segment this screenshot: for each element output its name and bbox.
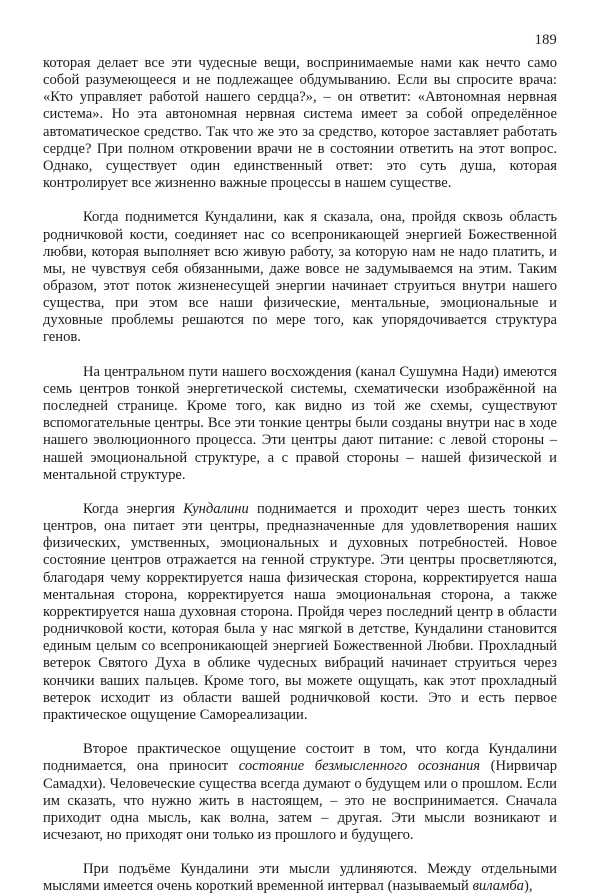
paragraph — [43, 55, 557, 192]
emphasized-term: Кундалини — [183, 501, 249, 518]
paragraph — [43, 209, 557, 346]
text-run: поднимается и проходит через шесть тонких центров, она питает эти центры, предназначенные для удовлетворения наших физических, умственных, эмоциональных и духовных потребностей. Новое состояние центров отражается на генной структуре. Эти центры просветляются, благодаря чему корректируется наша физическая сторона, корректируется наша ментальная сторона, корректируется наша эмоциональная сторона, а также корректируется наша духовная сторона. Пройдя через последний центр в области родничковой кости, которая была у нас мягкой в детстве, Кундалини становится единым целым со всепроникающей энергией Божественной Любви. Прохладный ветерок Святого Духа в облике чудесных вибраций начинает струиться через кончики ваших пальцев. Кроме того, вы можете ощущать, как этот прохладный ветерок исходит из области вашей родничковой кости. Это и есть первое практическое ощущение Самореализации. — [43, 501, 557, 723]
text-run: Когда поднимется Кундалини, как я сказала, она, пройдя сквозь область родничковой кости, соединяет нас со всепроникающей энергией Божественной любви, которая выполняет всю живую работу, за которую нам не надо платить, и мы, не чувствуя себя обязанными, даже вовсе не задумываемся на этим. Таким образом, этот поток жизненесущей энергии начинает струиться внутри нашего существа, при этом все наши физические, ментальные, эмоциональные и духовные проблемы решаются по мере того, как упорядочивается структура генов. — [43, 209, 557, 346]
emphasized-term: виламба — [472, 878, 524, 895]
page-body-text — [43, 55, 557, 896]
text-run: которая делает все эти чудесные вещи, воспринимаемые нами как нечто само собой разумеющееся и не подлежащее обдумыванию. Если вы спросите врача: «Кто управляет работой нашего сердца?», – он ответит: «Автономная нервная система». Но эта автономная нервная система имеет за собой определённое автоматическое средство. Так что же это за средство, которое заставляет работать сердце? При полном откровении врачи не в состоянии ответить на этот вопрос. Однако, существует один единственный ответ: это суть душа, которая контролирует все жизненно важные процессы в нашем существе. — [43, 55, 557, 192]
paragraph — [43, 501, 557, 724]
paragraph — [43, 364, 557, 484]
text-run: ), — [523, 878, 533, 895]
text-run: На центральном пути нашего восхождения (канал Сушумна Нади) имеются семь центров тонкой энергетической системы, схематически изображённой на последней странице. Кроме того, как видно из той же схемы, существуют вспомогательные центры. Все эти тонкие центры были созданы внутри нас в ходе нашего эволюционного процесса. Эти центры дают питание: с левой стороны – нашей эмоциональной структуре, а с правой стороны – нашей физической и ментальной структуре. — [43, 363, 557, 483]
text-run: (Нирвичар Самадхи). Человеческие существа всегда думают о будущем или о прошлом. Если им сказать, что нужно жить в настоящем, – это не воспринимается. Сначала приходит одна мысль, как волна, затем – другая. Эти мысли возникают и исчезают, но приходят они только из прошлого и будущего. — [43, 758, 557, 843]
paragraph — [43, 741, 557, 844]
page-number: 189 — [534, 32, 557, 48]
emphasized-term: состояние безмысленного осознания — [238, 758, 481, 775]
text-run: Второе практическое ощущение состоит в том, что когда Кундалини поднимается, она приносит — [43, 741, 557, 775]
text-run: При подъёме Кундалини эти мысли удлиняются. Между отдельными мыслями имеется очень короткий временной интервал (называемый — [43, 861, 557, 895]
text-run: Когда энергия — [83, 501, 184, 518]
paragraph — [43, 861, 557, 895]
